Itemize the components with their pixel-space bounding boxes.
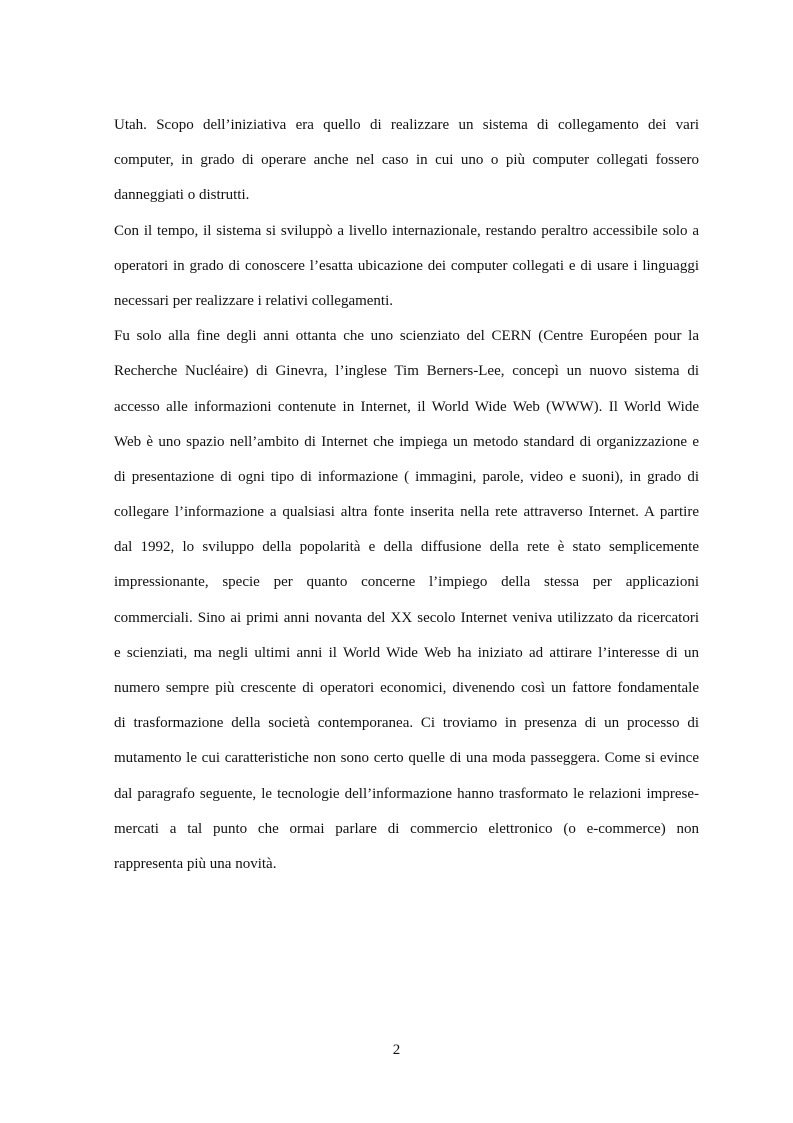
text-line: e scienziati, ma negli ultimi anni il World Wide Web ha iniziato ad attirare l’interesse di un (114, 644, 699, 661)
text-line: Web è uno spazio nell’ambito di Internet che impiega un metodo standard di organizzazione e (114, 433, 699, 450)
text-line: dal paragrafo seguente, le tecnologie dell’informazione hanno trasformato le relazioni imprese- (114, 785, 699, 802)
text-line: Con il tempo, il sistema si sviluppò a livello internazionale, restando peraltro accessibile solo a (114, 222, 699, 239)
text-line: di trasformazione della società contemporanea. Ci troviamo in presenza di un processo di (114, 715, 699, 732)
text-line: danneggiati o distrutti. (114, 187, 250, 204)
page-number: 2 (392, 1042, 401, 1058)
text-line: commerciali. Sino ai primi anni novanta del XX secolo Internet veniva utilizzato da ricercatori (114, 609, 699, 626)
text-line: computer, in grado di operare anche nel caso in cui uno o più computer collegati fossero (114, 152, 699, 169)
body-text (114, 108, 699, 882)
text-line: Utah. Scopo dell’iniziativa era quello di realizzare un sistema di collegamento dei vari (114, 117, 699, 133)
text-line: mercati a tal punto che ormai parlare di commercio elettronico (o e-commerce) non (114, 820, 699, 837)
text-line: accesso alle informazioni contenute in Internet, il World Wide Web (WWW). Il World Wide (114, 398, 699, 415)
text-line: impressionante, specie per quanto concerne l’impiego della stessa per applicazioni (114, 574, 699, 591)
text-line: operatori in grado di conoscere l’esatta ubicazione dei computer collegati e di usare i linguaggi (114, 257, 699, 274)
text-line: di presentazione di ogni tipo di informazione ( immagini, parole, video e suoni), in grado di (114, 468, 699, 485)
text-line: Fu solo alla fine degli anni ottanta che uno scienziato del CERN (Centre Européen pour la (114, 328, 699, 345)
text-line: Recherche Nucléaire) di Ginevra, l’inglese Tim Berners-Lee, concepì un nuovo sistema di (114, 363, 699, 380)
text-line: dal 1992, lo sviluppo della popolarità e della diffusione della rete è stato semplicemente (114, 539, 699, 556)
text-line: necessari per realizzare i relativi collegamenti. (114, 292, 394, 309)
text-line: numero sempre più crescente di operatori economici, divenendo così un fattore fondamentale (114, 680, 699, 696)
text-line: rappresenta più una novità. (114, 855, 277, 872)
text-line: mutamento le cui caratteristiche non sono certo quelle di una moda passeggera. Come si evince (114, 750, 699, 767)
text-line: collegare l’informazione a qualsiasi altra fonte inserita nella rete attraverso Internet. A partire (114, 504, 699, 521)
